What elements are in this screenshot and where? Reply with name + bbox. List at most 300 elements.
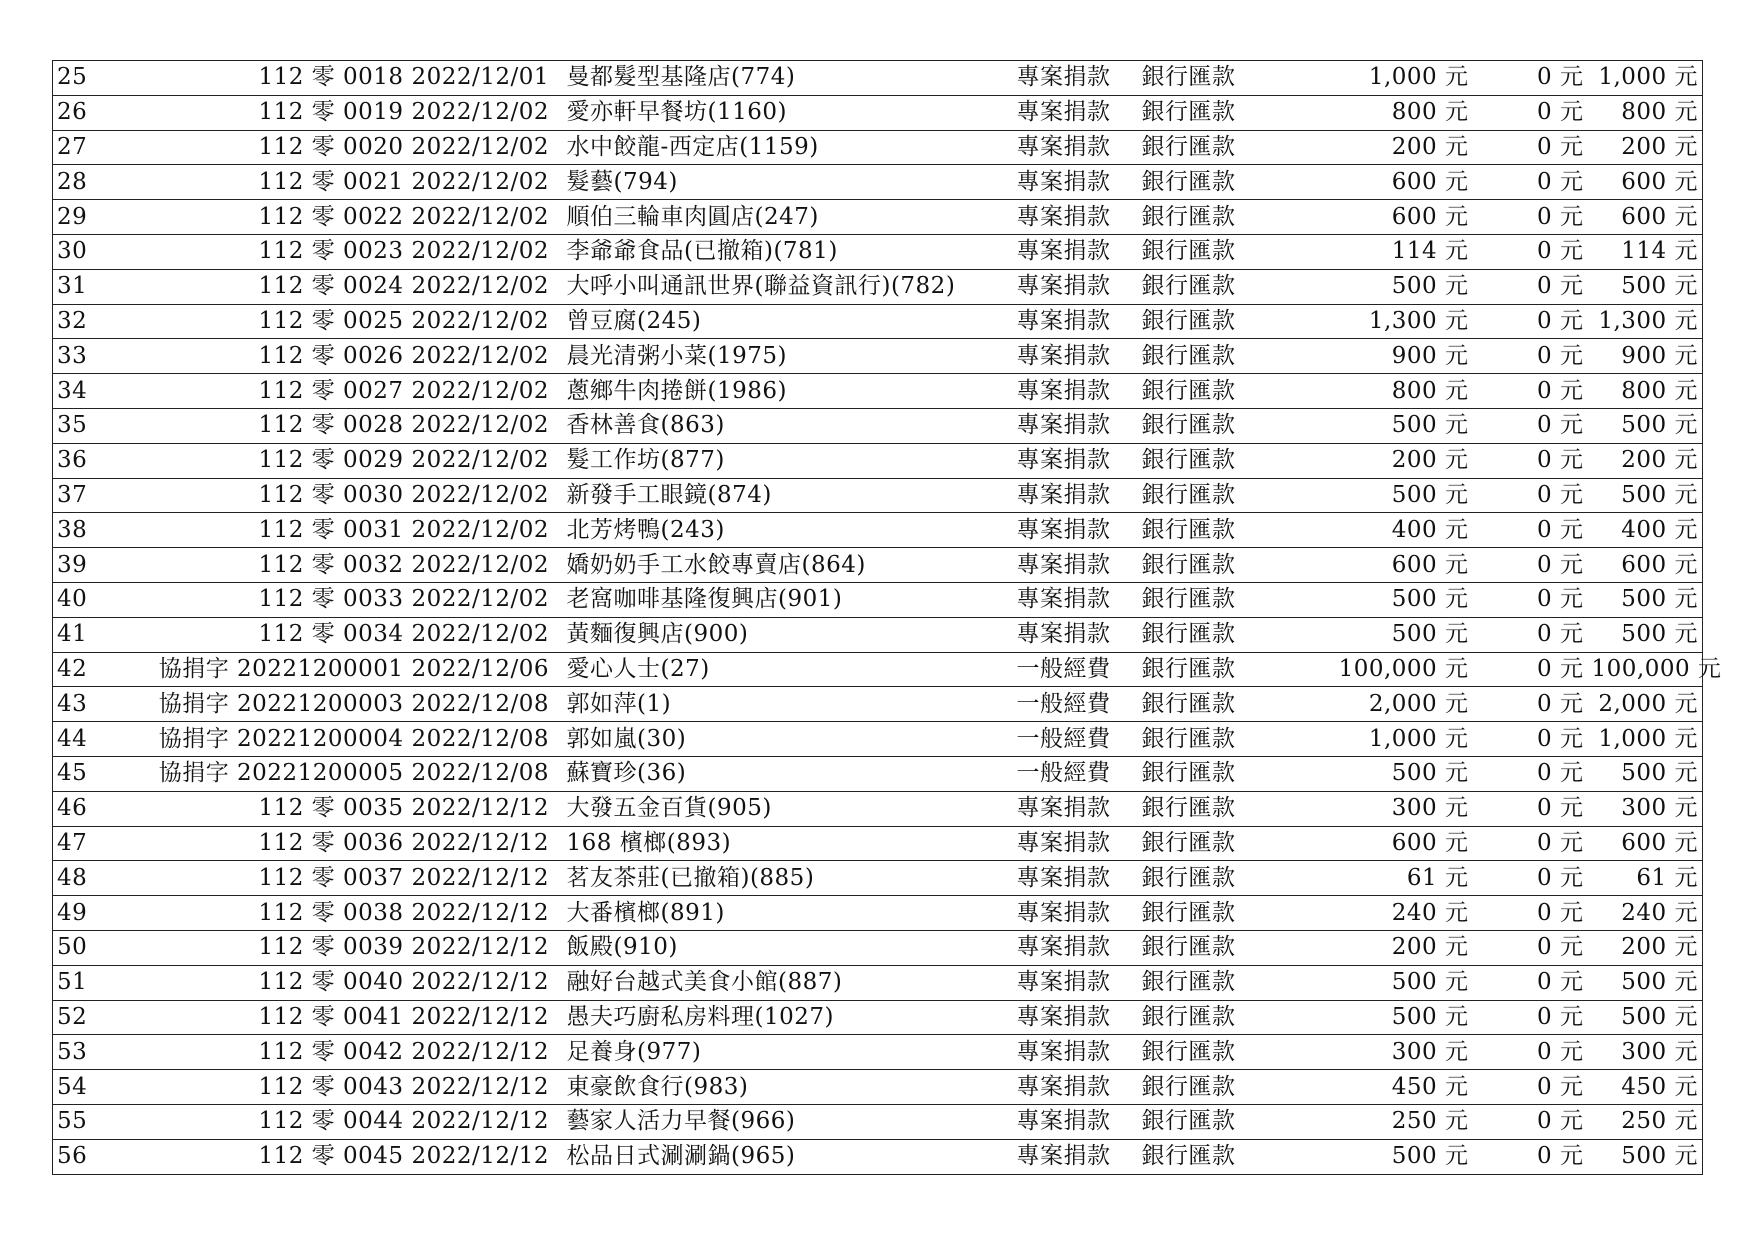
- donation-category: 專案捐款: [1013, 791, 1138, 826]
- donation-date: 2022/12/02: [408, 582, 563, 617]
- fee-amount: 0 元: [1473, 1035, 1588, 1070]
- receipt-number: 112 零 0019: [133, 95, 408, 130]
- net-amount: 400 元: [1588, 513, 1703, 548]
- donor-name: 茗友茶莊(已撤箱)(885): [563, 861, 1013, 896]
- table-row: [53, 200, 1703, 235]
- row-number: 28: [53, 165, 133, 200]
- table-row: [53, 756, 1703, 791]
- net-amount: 250 元: [1588, 1104, 1703, 1139]
- row-number: 42: [53, 652, 133, 687]
- payment-method: 銀行匯款: [1138, 896, 1293, 931]
- net-amount: 600 元: [1588, 548, 1703, 583]
- donation-category: 專案捐款: [1013, 1104, 1138, 1139]
- donation-category: 一般經費: [1013, 652, 1138, 687]
- row-number: 39: [53, 548, 133, 583]
- table-row: [53, 617, 1703, 652]
- donation-amount: 600 元: [1293, 826, 1473, 861]
- donation-date: 2022/12/12: [408, 1104, 563, 1139]
- table-row: [53, 478, 1703, 513]
- receipt-number: 112 零 0026: [133, 339, 408, 374]
- net-amount: 500 元: [1588, 269, 1703, 304]
- fee-amount: 0 元: [1473, 374, 1588, 409]
- receipt-number: 112 零 0023: [133, 234, 408, 269]
- donor-name: 融好台越式美食小館(887): [563, 965, 1013, 1000]
- payment-method: 銀行匯款: [1138, 582, 1293, 617]
- donor-name: 水中餃龍-西定店(1159): [563, 130, 1013, 165]
- donation-date: 2022/12/02: [408, 130, 563, 165]
- donation-amount: 200 元: [1293, 130, 1473, 165]
- donation-amount: 500 元: [1293, 408, 1473, 443]
- row-number: 37: [53, 478, 133, 513]
- receipt-number: 協捐字 20221200001: [133, 652, 408, 687]
- fee-amount: 0 元: [1473, 896, 1588, 931]
- net-amount: 500 元: [1588, 756, 1703, 791]
- payment-method: 銀行匯款: [1138, 478, 1293, 513]
- fee-amount: 0 元: [1473, 339, 1588, 374]
- fee-amount: 0 元: [1473, 652, 1588, 687]
- donation-amount: 300 元: [1293, 791, 1473, 826]
- donation-date: 2022/12/02: [408, 165, 563, 200]
- fee-amount: 0 元: [1473, 408, 1588, 443]
- donation-date: 2022/12/12: [408, 826, 563, 861]
- table-row: [53, 826, 1703, 861]
- donation-date: 2022/12/02: [408, 548, 563, 583]
- row-number: 41: [53, 617, 133, 652]
- donation-amount: 1,000 元: [1293, 61, 1473, 96]
- fee-amount: 0 元: [1473, 130, 1588, 165]
- row-number: 40: [53, 582, 133, 617]
- row-number: 46: [53, 791, 133, 826]
- donation-date: 2022/12/12: [408, 1070, 563, 1105]
- donation-date: 2022/12/12: [408, 791, 563, 826]
- fee-amount: 0 元: [1473, 756, 1588, 791]
- donor-name: 藝家人活力早餐(966): [563, 1104, 1013, 1139]
- receipt-number: 112 零 0027: [133, 374, 408, 409]
- row-number: 45: [53, 756, 133, 791]
- donor-name: 大發五金百貨(905): [563, 791, 1013, 826]
- row-number: 34: [53, 374, 133, 409]
- donation-category: 專案捐款: [1013, 374, 1138, 409]
- donation-amount: 500 元: [1293, 617, 1473, 652]
- receipt-number: 112 零 0041: [133, 1000, 408, 1035]
- payment-method: 銀行匯款: [1138, 269, 1293, 304]
- donor-name: 168 檳榔(893): [563, 826, 1013, 861]
- donation-amount: 500 元: [1293, 1000, 1473, 1035]
- table-row: [53, 582, 1703, 617]
- row-number: 49: [53, 896, 133, 931]
- receipt-number: 112 零 0029: [133, 443, 408, 478]
- donation-date: 2022/12/02: [408, 269, 563, 304]
- payment-method: 銀行匯款: [1138, 652, 1293, 687]
- donation-amount: 500 元: [1293, 1139, 1473, 1174]
- donor-name: 順伯三輪車肉圓店(247): [563, 200, 1013, 235]
- payment-method: 銀行匯款: [1138, 548, 1293, 583]
- donation-category: 專案捐款: [1013, 617, 1138, 652]
- donation-amount: 1,000 元: [1293, 722, 1473, 757]
- table-row: [53, 861, 1703, 896]
- row-number: 36: [53, 443, 133, 478]
- table-row: [53, 791, 1703, 826]
- donation-date: 2022/12/02: [408, 304, 563, 339]
- fee-amount: 0 元: [1473, 722, 1588, 757]
- table-row: [53, 896, 1703, 931]
- table-row: [53, 408, 1703, 443]
- donation-amount: 250 元: [1293, 1104, 1473, 1139]
- donation-category: 專案捐款: [1013, 1035, 1138, 1070]
- donation-amount: 240 元: [1293, 896, 1473, 931]
- fee-amount: 0 元: [1473, 443, 1588, 478]
- donor-name: 髮藝(794): [563, 165, 1013, 200]
- donation-category: 一般經費: [1013, 722, 1138, 757]
- ledger-body: [53, 61, 1722, 1175]
- table-row: [53, 1104, 1703, 1139]
- receipt-number: 112 零 0024: [133, 269, 408, 304]
- receipt-number: 協捐字 20221200003: [133, 687, 408, 722]
- net-amount: 600 元: [1588, 200, 1703, 235]
- fee-amount: 0 元: [1473, 513, 1588, 548]
- payment-method: 銀行匯款: [1138, 826, 1293, 861]
- donation-date: 2022/12/02: [408, 513, 563, 548]
- donation-date: 2022/12/08: [408, 722, 563, 757]
- fee-amount: 0 元: [1473, 930, 1588, 965]
- receipt-number: 協捐字 20221200004: [133, 722, 408, 757]
- donor-name: 嬌奶奶手工水餃專賣店(864): [563, 548, 1013, 583]
- payment-method: 銀行匯款: [1138, 339, 1293, 374]
- table-row: [53, 1070, 1703, 1105]
- row-number: 53: [53, 1035, 133, 1070]
- table-row: [53, 1000, 1703, 1035]
- donor-name: 李爺爺食品(已撤箱)(781): [563, 234, 1013, 269]
- donation-date: 2022/12/02: [408, 408, 563, 443]
- net-amount: 200 元: [1588, 443, 1703, 478]
- fee-amount: 0 元: [1473, 165, 1588, 200]
- donation-category: 專案捐款: [1013, 478, 1138, 513]
- receipt-number: 112 零 0021: [133, 165, 408, 200]
- table-row: [53, 722, 1703, 757]
- payment-method: 銀行匯款: [1138, 165, 1293, 200]
- net-amount: 114 元: [1588, 234, 1703, 269]
- donation-amount: 400 元: [1293, 513, 1473, 548]
- receipt-number: 112 零 0036: [133, 826, 408, 861]
- table-row: [53, 443, 1703, 478]
- donor-name: 大番檳榔(891): [563, 896, 1013, 931]
- payment-method: 銀行匯款: [1138, 1000, 1293, 1035]
- payment-method: 銀行匯款: [1138, 374, 1293, 409]
- payment-method: 銀行匯款: [1138, 61, 1293, 96]
- payment-method: 銀行匯款: [1138, 1070, 1293, 1105]
- donation-date: 2022/12/02: [408, 617, 563, 652]
- donation-category: 專案捐款: [1013, 861, 1138, 896]
- donor-name: 蘇寶珍(36): [563, 756, 1013, 791]
- donation-category: 專案捐款: [1013, 339, 1138, 374]
- donation-category: 專案捐款: [1013, 165, 1138, 200]
- donor-name: 新發手工眼鏡(874): [563, 478, 1013, 513]
- donation-category: 專案捐款: [1013, 95, 1138, 130]
- payment-method: 銀行匯款: [1138, 930, 1293, 965]
- payment-method: 銀行匯款: [1138, 965, 1293, 1000]
- net-amount: 1,000 元: [1588, 722, 1703, 757]
- donation-category: 一般經費: [1013, 756, 1138, 791]
- receipt-number: 112 零 0030: [133, 478, 408, 513]
- payment-method: 銀行匯款: [1138, 861, 1293, 896]
- fee-amount: 0 元: [1473, 861, 1588, 896]
- receipt-number: 112 零 0020: [133, 130, 408, 165]
- donation-date: 2022/12/12: [408, 1035, 563, 1070]
- net-amount: 500 元: [1588, 408, 1703, 443]
- fee-amount: 0 元: [1473, 1070, 1588, 1105]
- donor-name: 足養身(977): [563, 1035, 1013, 1070]
- payment-method: 銀行匯款: [1138, 234, 1293, 269]
- donation-amount: 500 元: [1293, 965, 1473, 1000]
- row-number: 44: [53, 722, 133, 757]
- net-amount: 600 元: [1588, 826, 1703, 861]
- table-row: [53, 687, 1703, 722]
- donation-amount: 800 元: [1293, 95, 1473, 130]
- receipt-number: 112 零 0038: [133, 896, 408, 931]
- table-row: [53, 652, 1703, 687]
- table-row: [53, 95, 1703, 130]
- donor-name: 松品日式涮涮鍋(965): [563, 1139, 1013, 1174]
- fee-amount: 0 元: [1473, 1000, 1588, 1035]
- payment-method: 銀行匯款: [1138, 722, 1293, 757]
- table-row: [53, 1139, 1703, 1174]
- donor-name: 愛亦軒早餐坊(1160): [563, 95, 1013, 130]
- payment-method: 銀行匯款: [1138, 791, 1293, 826]
- table-row: [53, 61, 1703, 96]
- net-amount: 61 元: [1588, 861, 1703, 896]
- receipt-number: 112 零 0042: [133, 1035, 408, 1070]
- payment-method: 銀行匯款: [1138, 1104, 1293, 1139]
- donor-name: 晨光清粥小菜(1975): [563, 339, 1013, 374]
- payment-method: 銀行匯款: [1138, 408, 1293, 443]
- table-row: [53, 1035, 1703, 1070]
- donor-name: 曾豆腐(245): [563, 304, 1013, 339]
- donation-amount: 600 元: [1293, 548, 1473, 583]
- row-number: 29: [53, 200, 133, 235]
- donor-name: 東豪飲食行(983): [563, 1070, 1013, 1105]
- donation-category: 專案捐款: [1013, 200, 1138, 235]
- payment-method: 銀行匯款: [1138, 513, 1293, 548]
- row-number: 54: [53, 1070, 133, 1105]
- payment-method: 銀行匯款: [1138, 130, 1293, 165]
- donation-amount: 300 元: [1293, 1035, 1473, 1070]
- donation-amount: 114 元: [1293, 234, 1473, 269]
- donation-category: 專案捐款: [1013, 130, 1138, 165]
- donation-date: 2022/12/12: [408, 930, 563, 965]
- row-number: 50: [53, 930, 133, 965]
- receipt-number: 112 零 0025: [133, 304, 408, 339]
- table-row: [53, 339, 1703, 374]
- row-number: 25: [53, 61, 133, 96]
- receipt-number: 112 零 0043: [133, 1070, 408, 1105]
- donor-name: 曼都髮型基隆店(774): [563, 61, 1013, 96]
- fee-amount: 0 元: [1473, 234, 1588, 269]
- donation-category: 專案捐款: [1013, 1139, 1138, 1174]
- fee-amount: 0 元: [1473, 582, 1588, 617]
- donation-date: 2022/12/02: [408, 200, 563, 235]
- fee-amount: 0 元: [1473, 791, 1588, 826]
- net-amount: 450 元: [1588, 1070, 1703, 1105]
- net-amount: 500 元: [1588, 617, 1703, 652]
- donation-amount: 450 元: [1293, 1070, 1473, 1105]
- net-amount: 200 元: [1588, 930, 1703, 965]
- donation-category: 專案捐款: [1013, 965, 1138, 1000]
- donation-date: 2022/12/01: [408, 61, 563, 96]
- table-row: [53, 513, 1703, 548]
- donation-date: 2022/12/02: [408, 95, 563, 130]
- fee-amount: 0 元: [1473, 965, 1588, 1000]
- net-amount: 100,000 元: [1588, 652, 1703, 687]
- net-amount: 300 元: [1588, 1035, 1703, 1070]
- receipt-number: 112 零 0040: [133, 965, 408, 1000]
- receipt-number: 112 零 0037: [133, 861, 408, 896]
- donation-ledger-table: [52, 60, 1722, 1175]
- payment-method: 銀行匯款: [1138, 200, 1293, 235]
- donation-date: 2022/12/12: [408, 965, 563, 1000]
- fee-amount: 0 元: [1473, 478, 1588, 513]
- donation-date: 2022/12/08: [408, 756, 563, 791]
- table-row: [53, 165, 1703, 200]
- donation-date: 2022/12/08: [408, 687, 563, 722]
- net-amount: 1,300 元: [1588, 304, 1703, 339]
- row-number: 38: [53, 513, 133, 548]
- net-amount: 300 元: [1588, 791, 1703, 826]
- net-amount: 500 元: [1588, 582, 1703, 617]
- donation-category: 專案捐款: [1013, 1070, 1138, 1105]
- donation-date: 2022/12/12: [408, 1000, 563, 1035]
- donation-category: 專案捐款: [1013, 269, 1138, 304]
- table-row: [53, 234, 1703, 269]
- receipt-number: 112 零 0045: [133, 1139, 408, 1174]
- receipt-number: 112 零 0044: [133, 1104, 408, 1139]
- payment-method: 銀行匯款: [1138, 1035, 1293, 1070]
- donation-category: 專案捐款: [1013, 930, 1138, 965]
- fee-amount: 0 元: [1473, 1104, 1588, 1139]
- donation-amount: 800 元: [1293, 374, 1473, 409]
- donor-name: 香林善食(863): [563, 408, 1013, 443]
- donation-date: 2022/12/02: [408, 478, 563, 513]
- receipt-number: 112 零 0031: [133, 513, 408, 548]
- donation-date: 2022/12/12: [408, 861, 563, 896]
- donation-amount: 500 元: [1293, 582, 1473, 617]
- donation-category: 專案捐款: [1013, 826, 1138, 861]
- donation-amount: 100,000 元: [1293, 652, 1473, 687]
- donation-amount: 2,000 元: [1293, 687, 1473, 722]
- row-number: 55: [53, 1104, 133, 1139]
- table-row: [53, 130, 1703, 165]
- donation-amount: 200 元: [1293, 930, 1473, 965]
- receipt-number: 112 零 0039: [133, 930, 408, 965]
- net-amount: 800 元: [1588, 95, 1703, 130]
- donation-category: 專案捐款: [1013, 304, 1138, 339]
- row-number: 26: [53, 95, 133, 130]
- donation-category: 專案捐款: [1013, 234, 1138, 269]
- donation-category: 專案捐款: [1013, 513, 1138, 548]
- donation-amount: 1,300 元: [1293, 304, 1473, 339]
- net-amount: 500 元: [1588, 1139, 1703, 1174]
- row-number: 33: [53, 339, 133, 374]
- payment-method: 銀行匯款: [1138, 95, 1293, 130]
- donation-category: 專案捐款: [1013, 408, 1138, 443]
- table-row: [53, 304, 1703, 339]
- donation-date: 2022/12/02: [408, 374, 563, 409]
- donation-date: 2022/12/12: [408, 1139, 563, 1174]
- row-number: 43: [53, 687, 133, 722]
- payment-method: 銀行匯款: [1138, 617, 1293, 652]
- donor-name: 髮工作坊(877): [563, 443, 1013, 478]
- payment-method: 銀行匯款: [1138, 1139, 1293, 1174]
- receipt-number: 112 零 0028: [133, 408, 408, 443]
- fee-amount: 0 元: [1473, 200, 1588, 235]
- donor-name: 郭如萍(1): [563, 687, 1013, 722]
- donor-name: 郭如嵐(30): [563, 722, 1013, 757]
- table-row: [53, 930, 1703, 965]
- receipt-number: 112 零 0034: [133, 617, 408, 652]
- net-amount: 900 元: [1588, 339, 1703, 374]
- table-row: [53, 269, 1703, 304]
- donor-name: 大呼小叫通訊世界(聯益資訊行)(782): [563, 269, 1013, 304]
- donation-category: 專案捐款: [1013, 548, 1138, 583]
- fee-amount: 0 元: [1473, 95, 1588, 130]
- net-amount: 600 元: [1588, 165, 1703, 200]
- donor-name: 老窩咖啡基隆復興店(901): [563, 582, 1013, 617]
- donation-amount: 900 元: [1293, 339, 1473, 374]
- row-number: 27: [53, 130, 133, 165]
- donation-category: 專案捐款: [1013, 1000, 1138, 1035]
- row-number: 47: [53, 826, 133, 861]
- net-amount: 500 元: [1588, 478, 1703, 513]
- donation-category: 專案捐款: [1013, 582, 1138, 617]
- donation-amount: 200 元: [1293, 443, 1473, 478]
- fee-amount: 0 元: [1473, 826, 1588, 861]
- donation-date: 2022/12/02: [408, 443, 563, 478]
- donor-name: 北芳烤鴨(243): [563, 513, 1013, 548]
- donor-name: 蔥鄉牛肉捲餅(1986): [563, 374, 1013, 409]
- donation-amount: 500 元: [1293, 756, 1473, 791]
- donation-amount: 600 元: [1293, 200, 1473, 235]
- donation-amount: 500 元: [1293, 269, 1473, 304]
- fee-amount: 0 元: [1473, 1139, 1588, 1174]
- fee-amount: 0 元: [1473, 269, 1588, 304]
- table-row: [53, 374, 1703, 409]
- donation-amount: 500 元: [1293, 478, 1473, 513]
- donor-name: 黃麵復興店(900): [563, 617, 1013, 652]
- donation-category: 專案捐款: [1013, 896, 1138, 931]
- row-number: 51: [53, 965, 133, 1000]
- donation-category: 專案捐款: [1013, 443, 1138, 478]
- net-amount: 800 元: [1588, 374, 1703, 409]
- fee-amount: 0 元: [1473, 304, 1588, 339]
- fee-amount: 0 元: [1473, 617, 1588, 652]
- receipt-number: 112 零 0032: [133, 548, 408, 583]
- payment-method: 銀行匯款: [1138, 304, 1293, 339]
- donation-amount: 61 元: [1293, 861, 1473, 896]
- receipt-number: 112 零 0035: [133, 791, 408, 826]
- receipt-number: 112 零 0018: [133, 61, 408, 96]
- row-number: 31: [53, 269, 133, 304]
- row-number: 35: [53, 408, 133, 443]
- row-number: 32: [53, 304, 133, 339]
- donation-date: 2022/12/12: [408, 896, 563, 931]
- receipt-number: 112 零 0033: [133, 582, 408, 617]
- donation-category: 一般經費: [1013, 687, 1138, 722]
- receipt-number: 協捐字 20221200005: [133, 756, 408, 791]
- net-amount: 500 元: [1588, 965, 1703, 1000]
- donor-name: 愛心人士(27): [563, 652, 1013, 687]
- donor-name: 愚夫巧廚私房料理(1027): [563, 1000, 1013, 1035]
- table-row: [53, 548, 1703, 583]
- receipt-number: 112 零 0022: [133, 200, 408, 235]
